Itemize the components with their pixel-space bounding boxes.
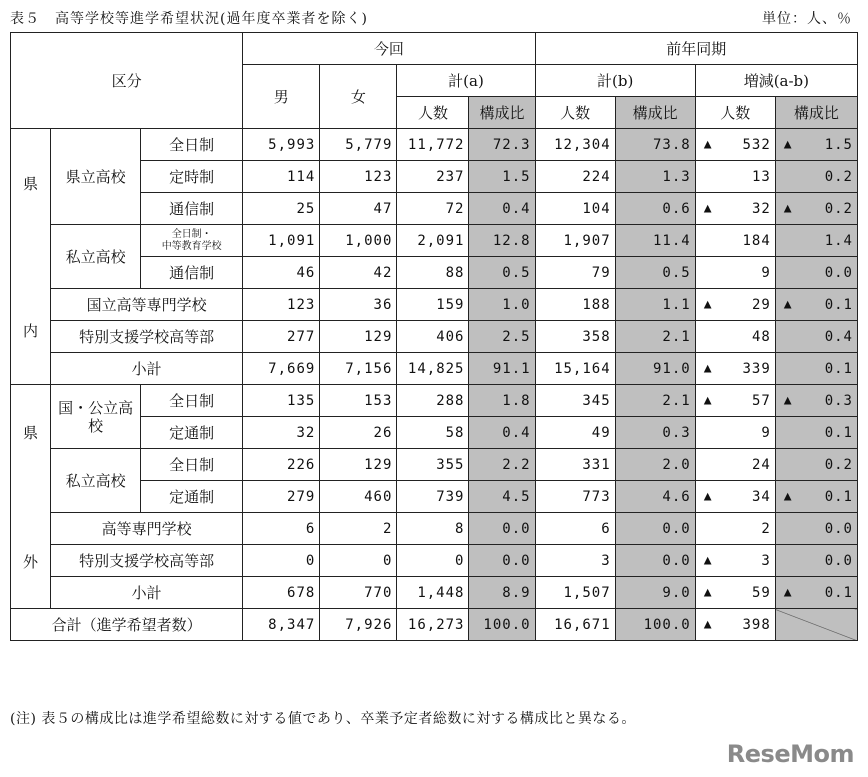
female-count: 26 [320,417,397,449]
total-a-count: 11,772 [397,129,469,161]
table-row [11,449,858,481]
male-count: 46 [243,257,320,289]
female-count: 2 [320,513,397,545]
diff-ratio [775,577,857,609]
total-b-ratio: 1.1 [615,289,695,321]
unit-label: 単位：人、％ [762,11,852,27]
diff-ratio [775,193,857,225]
diff-ratio [775,129,857,161]
female-count: 129 [320,449,397,481]
female-count: 129 [320,321,397,353]
table-row [11,513,858,545]
total-a-ratio: 0.4 [469,193,535,225]
total-b-ratio: 2.0 [615,449,695,481]
region-kengai [11,385,51,609]
total-b-ratio: 0.0 [615,545,695,577]
table-row [11,577,858,609]
diff-count [695,321,775,353]
male-count: 5,993 [243,129,320,161]
male-count: 1,091 [243,225,320,257]
row-label: 小計 [51,353,243,385]
diff-count [695,353,775,385]
diff-count-value: 2 [761,520,771,537]
total-b-ratio: 0.6 [615,193,695,225]
decrease-marker: ▲ [703,552,713,568]
diff-ratio-value: 0.0 [824,520,853,537]
male-count: 32 [243,417,320,449]
total-a-ratio: 2.5 [469,321,535,353]
total-b-count: 49 [535,417,615,449]
total-b-ratio: 0.5 [615,257,695,289]
total-a-ratio: 1.0 [469,289,535,321]
decrease-marker: ▲ [783,200,793,216]
total-b-count: 345 [535,385,615,417]
table-caption [10,6,858,28]
total-a-count: 237 [397,161,469,193]
decrease-marker: ▲ [783,296,793,312]
female-count: 36 [320,289,397,321]
diff-count-value: 184 [742,232,771,249]
total-a-ratio: 0.0 [469,513,535,545]
male-count: 279 [243,481,320,513]
male-count: 6 [243,513,320,545]
diff-count-value: 398 [742,616,771,633]
diff-count-value: 339 [742,360,771,377]
row-label: 合計（進学希望者数） [11,609,243,641]
ratio-header: 構成比 [469,97,535,129]
total-b-count: 1,907 [535,225,615,257]
diff-count-value: 532 [742,136,771,153]
female-count: 47 [320,193,397,225]
ratio-header: 構成比 [615,97,695,129]
decrease-marker: ▲ [703,392,713,408]
total-b-count: 12,304 [535,129,615,161]
male-header: 男 [243,65,320,129]
diff-header: 増減(a-b) [695,65,857,97]
sub-label: 全日制 [141,385,243,417]
total-b-ratio: 1.3 [615,161,695,193]
total-a-ratio: 2.2 [469,449,535,481]
total-b-ratio: 2.1 [615,385,695,417]
diff-ratio [775,257,857,289]
diff-ratio [775,545,857,577]
table-title: 表５ 高等学校等進学希望状況(過年度卒業者を除く) [10,11,368,27]
total-b-ratio: 0.3 [615,417,695,449]
diff-ratio-value: 0.3 [824,392,853,409]
diff-count [695,449,775,481]
diff-ratio [775,353,857,385]
diff-ratio [775,289,857,321]
total-b-count: 15,164 [535,353,615,385]
diff-count-value: 32 [751,200,771,217]
diff-count [695,545,775,577]
total-b-ratio: 9.0 [615,577,695,609]
total-b-count: 773 [535,481,615,513]
diff-count [695,257,775,289]
diff-ratio-value: 1.4 [824,232,853,249]
total-a-count: 355 [397,449,469,481]
group-kokuritsu: 国・公立高校 [51,385,141,449]
total-b-count: 79 [535,257,615,289]
total-b-count: 331 [535,449,615,481]
diff-count-value: 9 [761,424,771,441]
diff-ratio [775,321,857,353]
total-a-ratio: 72.3 [469,129,535,161]
female-count: 42 [320,257,397,289]
total-a-ratio: 8.9 [469,577,535,609]
total-a-header: 計(a) [397,65,535,97]
decrease-marker: ▲ [783,392,793,408]
sub-label: 定通制 [141,481,243,513]
female-count: 7,156 [320,353,397,385]
total-a-ratio: 1.8 [469,385,535,417]
sub-label-line1: 全日制・ [171,228,212,240]
total-a-ratio: 4.5 [469,481,535,513]
category-header: 区分 [11,33,243,129]
row-label: 特別支援学校高等部 [51,321,243,353]
diff-count [695,513,775,545]
diff-ratio [775,417,857,449]
male-count: 114 [243,161,320,193]
total-b-count: 6 [535,513,615,545]
diff-count-value: 59 [751,584,771,601]
diff-count [695,577,775,609]
total-a-ratio: 1.5 [469,161,535,193]
total-b-ratio: 100.0 [615,609,695,641]
diff-ratio-value: 0.2 [824,200,853,217]
table-row [11,385,858,417]
group-shiritsu: 私立高校 [51,225,141,289]
total-a-count: 58 [397,417,469,449]
decrease-marker: ▲ [703,200,713,216]
resemom-logo [727,740,854,768]
diff-ratio-value: 0.1 [824,424,853,441]
male-count: 25 [243,193,320,225]
diff-ratio-value: 0.0 [824,552,853,569]
total-a-ratio: 0.0 [469,545,535,577]
total-a-ratio: 91.1 [469,353,535,385]
sub-label-line2: 中等教育学校 [161,240,222,252]
diff-ratio [775,385,857,417]
female-count: 5,779 [320,129,397,161]
total-a-count: 1,448 [397,577,469,609]
decrease-marker: ▲ [703,616,713,632]
diff-ratio-value: 0.1 [824,360,853,377]
total-a-count: 8 [397,513,469,545]
total-b-header: 計(b) [535,65,695,97]
total-a-ratio: 0.4 [469,417,535,449]
diff-count-value: 13 [751,168,771,185]
male-count: 123 [243,289,320,321]
total-b-count: 1,507 [535,577,615,609]
decrease-marker: ▲ [703,296,713,312]
diff-ratio [775,513,857,545]
female-count: 1,000 [320,225,397,257]
sub-label: 定通制 [141,417,243,449]
table-row [11,321,858,353]
total-b-ratio: 0.0 [615,513,695,545]
female-count: 153 [320,385,397,417]
diff-ratio-value: 0.2 [824,168,853,185]
diff-ratio-value: 0.2 [824,456,853,473]
diff-ratio-value: 1.5 [824,136,853,153]
diff-ratio [775,481,857,513]
count-header: 人数 [695,97,775,129]
diff-count [695,225,775,257]
total-a-count: 72 [397,193,469,225]
region-kennai-bottom: 内 [23,321,39,340]
male-count: 0 [243,545,320,577]
diff-count [695,609,775,641]
decrease-marker: ▲ [783,488,793,504]
male-count: 226 [243,449,320,481]
total-a-ratio: 100.0 [469,609,535,641]
logo-text: ReseMom [726,740,854,768]
male-count: 7,669 [243,353,320,385]
enrollment-table [10,32,858,641]
diff-ratio-value: 0.0 [824,264,853,281]
diff-ratio [775,225,857,257]
diff-count [695,161,775,193]
diff-count-value: 24 [751,456,771,473]
total-a-ratio: 0.5 [469,257,535,289]
diff-ratio-value: 0.4 [824,328,853,345]
table-row [11,545,858,577]
decrease-marker: ▲ [703,488,713,504]
sub-label [141,225,243,257]
total-a-ratio: 12.8 [469,225,535,257]
decrease-marker: ▲ [703,136,713,152]
row-label: 小計 [51,577,243,609]
diff-count [695,385,775,417]
group-kenritsu: 県立高校 [51,129,141,225]
total-a-count: 0 [397,545,469,577]
region-kengai-top: 県 [23,423,39,442]
diff-count [695,193,775,225]
diff-ratio [775,449,857,481]
table-row [11,353,858,385]
table-row [11,129,858,161]
table-row [11,289,858,321]
diff-ratio-empty [775,609,857,641]
total-b-ratio: 73.8 [615,129,695,161]
male-count: 678 [243,577,320,609]
diff-ratio-value: 0.1 [824,488,853,505]
diff-count [695,481,775,513]
diff-count-value: 29 [751,296,771,313]
male-count: 8,347 [243,609,320,641]
count-header: 人数 [535,97,615,129]
total-a-count: 159 [397,289,469,321]
female-count: 460 [320,481,397,513]
total-a-count: 16,273 [397,609,469,641]
diff-count-value: 57 [751,392,771,409]
diff-count-value: 34 [751,488,771,505]
female-header: 女 [320,65,397,129]
decrease-marker: ▲ [783,584,793,600]
sub-label: 通信制 [141,193,243,225]
female-count: 0 [320,545,397,577]
ratio-header: 構成比 [775,97,857,129]
region-kennai-top: 県 [23,174,39,193]
total-b-count: 104 [535,193,615,225]
total-a-count: 14,825 [397,353,469,385]
total-a-count: 288 [397,385,469,417]
diff-count-value: 48 [751,328,771,345]
total-a-count: 406 [397,321,469,353]
region-kennai [11,129,51,385]
diff-count [695,417,775,449]
female-count: 123 [320,161,397,193]
decrease-marker: ▲ [703,360,713,376]
current-header: 今回 [243,33,535,65]
group-shiritsu2: 私立高校 [51,449,141,513]
diff-count [695,129,775,161]
region-kengai-bottom: 外 [23,552,39,571]
female-count: 7,926 [320,609,397,641]
prev-header: 前年同期 [535,33,857,65]
total-b-ratio: 2.1 [615,321,695,353]
diff-ratio-value: 0.1 [824,296,853,313]
total-b-count: 358 [535,321,615,353]
sub-label: 通信制 [141,257,243,289]
diff-ratio-value: 0.1 [824,584,853,601]
total-b-ratio: 11.4 [615,225,695,257]
total-b-count: 16,671 [535,609,615,641]
decrease-marker: ▲ [703,584,713,600]
total-a-count: 739 [397,481,469,513]
male-count: 135 [243,385,320,417]
sub-label: 定時制 [141,161,243,193]
row-label: 特別支援学校高等部 [51,545,243,577]
total-b-ratio: 4.6 [615,481,695,513]
total-a-count: 88 [397,257,469,289]
diff-count-value: 9 [761,264,771,281]
row-label: 国立高等専門学校 [51,289,243,321]
male-count: 277 [243,321,320,353]
row-label: 高等専門学校 [51,513,243,545]
diff-ratio [775,161,857,193]
diff-count [695,289,775,321]
total-b-count: 188 [535,289,615,321]
sub-label: 全日制 [141,129,243,161]
table-row [11,225,858,257]
total-b-count: 3 [535,545,615,577]
total-b-ratio: 91.0 [615,353,695,385]
sub-label: 全日制 [141,449,243,481]
female-count: 770 [320,577,397,609]
count-header: 人数 [397,97,469,129]
diff-count-value: 3 [761,552,771,569]
footnote: (注) 表５の構成比は進学希望総数に対する値であり、卒業予定者総数に対する構成比と異なる。 [10,711,636,727]
total-a-count: 2,091 [397,225,469,257]
total-b-count: 224 [535,161,615,193]
decrease-marker: ▲ [783,136,793,152]
table-row [11,609,858,641]
